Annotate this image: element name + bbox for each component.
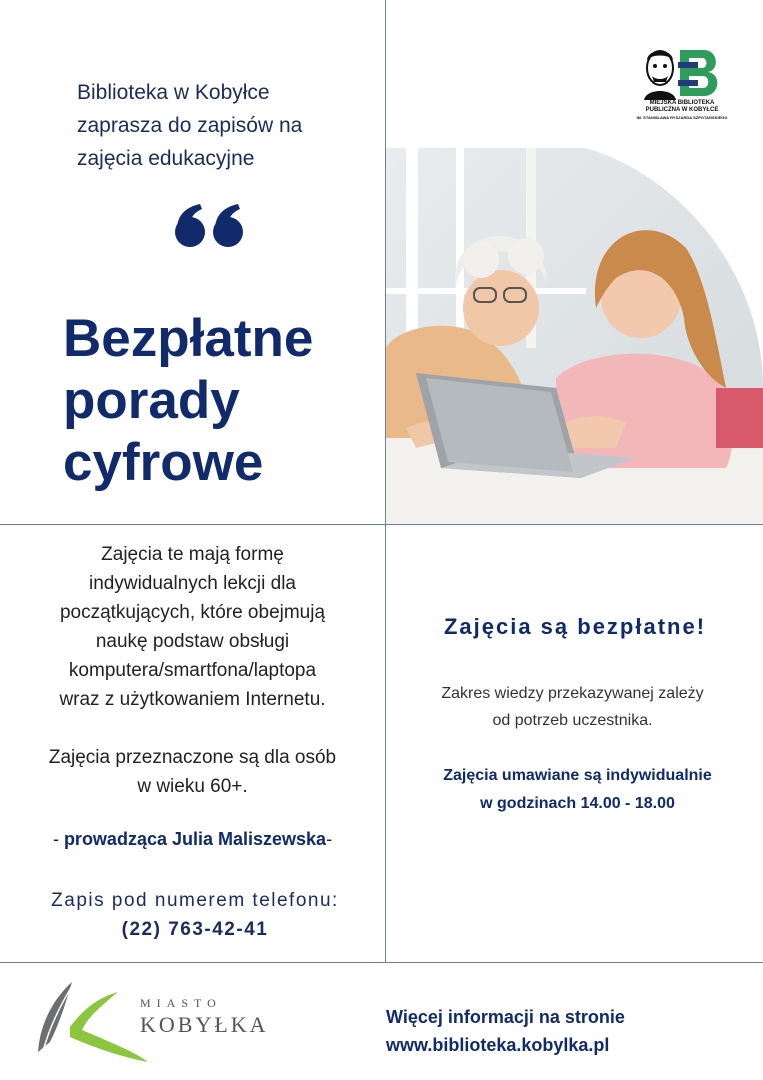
description-line: początkujących, które obejmują — [59, 602, 326, 623]
leader-line — [10, 829, 375, 850]
audience-line-2: w wieku 60+. — [137, 776, 248, 797]
library-logo-line-2: PUBLICZNA W KOBYŁCE — [645, 107, 719, 113]
intro-text — [77, 76, 377, 175]
footer-divider — [0, 962, 763, 963]
intro-line-3: zajęcia edukacyjne — [77, 147, 255, 170]
headline-line-1: Bezpłatne — [63, 309, 314, 368]
middle-divider — [0, 524, 763, 525]
headline — [63, 308, 383, 494]
city-logo — [30, 982, 290, 1067]
signup-block — [15, 886, 375, 944]
description-block — [15, 540, 370, 801]
description-line: indywidualnych lekcji dla — [89, 573, 296, 594]
library-logo — [634, 44, 730, 130]
scope-line-2: od potrzeb uczestnika. — [492, 712, 653, 729]
website-link[interactable]: www.biblioteka.kobylka.pl — [386, 1035, 610, 1055]
more-info-line-1: Więcej informacji na stronie — [386, 1007, 625, 1027]
scope-line-1: Zakres wiedzy przekazywanej zależy — [441, 685, 704, 702]
schedule-text — [400, 762, 755, 818]
intro-line-1: Biblioteka w Kobyłce — [77, 81, 270, 104]
phone-number: (22) 763-42-41 — [121, 919, 269, 940]
leader-name: prowadząca Julia Maliszewska — [63, 829, 327, 849]
scope-text — [400, 680, 745, 734]
leader-suffix: - — [326, 829, 333, 849]
quote-icon — [170, 180, 250, 260]
schedule-line-2: w godzinach 14.00 - 18.00 — [480, 795, 675, 812]
description-line: wraz z użytkowaniem Internetu. — [59, 689, 326, 710]
schedule-line-1: Zajęcia umawiane są indywidualnie — [443, 767, 712, 784]
description-line: komputera/smartfona/laptopa — [68, 660, 317, 681]
city-logo-bottom: KOBYŁKA — [140, 1012, 269, 1037]
library-logo-icon — [634, 44, 730, 100]
intro-line-2: zaprasza do zapisów na — [77, 114, 303, 137]
description-line: naukę podstaw obsługi — [95, 631, 290, 652]
library-logo-line-1: MIEJSKA BIBLIOTEKA — [649, 100, 715, 106]
more-info — [386, 1003, 746, 1059]
seniors-laptop-photo — [386, 148, 763, 524]
leader-prefix: - — [52, 829, 64, 849]
headline-line-2: porady — [63, 371, 240, 430]
library-logo-line-3: IM. STANISŁAWA RYSZARDA SZPOTAŃSKIEGO — [636, 115, 728, 120]
audience-line-1: Zajęcia przeznaczone są dla osób — [48, 747, 337, 768]
free-title: Zajęcia są bezpłatne! — [443, 614, 707, 639]
city-logo-top: MIASTO — [140, 996, 222, 1010]
description-line: Zajęcia te mają formę — [101, 544, 284, 565]
headline-line-3: cyfrowe — [63, 433, 264, 492]
signup-label: Zapis pod numerem telefonu: — [51, 890, 339, 911]
